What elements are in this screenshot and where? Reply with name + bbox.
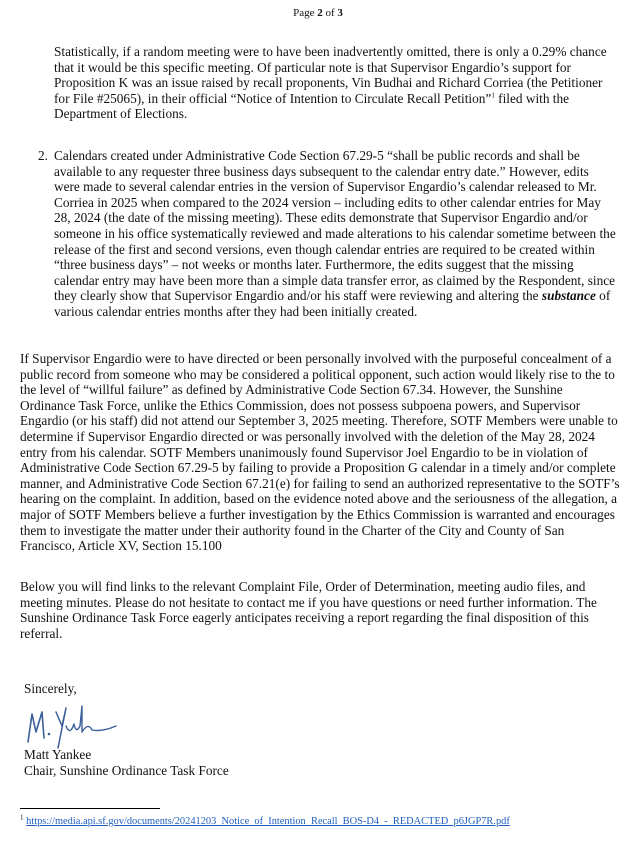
- page-of: of: [322, 7, 338, 19]
- footnote-divider: [20, 808, 160, 809]
- signer-name: Matt Yankee: [24, 747, 92, 762]
- statistics-text-end: filed with the Department of Elections.: [54, 90, 570, 122]
- statistics-paragraph: [54, 44, 614, 122]
- list-text-body: Calendars created under Administrative Code Section 67.29-5 “shall be public records and shall be available to any requester three business days subsequent to the calendar entry date.” However, edits were made to several calendar entries in the version of Supervisor Engardio’s calendar released to Mr. Corriea in 2025 when compared to the 2024 version – including edits to other calendar entries for May 28, 2024 (the date of the missing meeting). These edits demonstrate that Supervisor Engardio and/or someone in his office systematically reviewed and made alterations to his calendar sometime between the release of the first and second versions, even though calendar entries are required to be created within “three business days” – not weeks or months later. Furthermore, the edits suggest that the missing calendar entry may have been more than a simple data transfer error, as claimed by the Respondent, since they clearly show that Supervisor Engardio and/or his staff were reviewing and altering the: [54, 148, 616, 304]
- conclusion-paragraph: If Supervisor Engardio were to have directed or been personally involved with the purposeful concealment of a public record from someone who may be considered a political opponent, such action would likely rise to the to the level of “willful failure” as defined by Administrative Code Section 67.34. However, the Sunshine Ordinance Task Force, unlike the Ethics Commission, does not possess subpoena powers, and Supervisor Engardio (or his staff) did not attend our September 3, 2025 meeting. Therefore, SOTF Members were unable to determine if Supervisor Engardio directed or was personally involved with the deletion of the May 28, 2024 entry from his calendar. SOTF Members unanimously found Supervisor Joel Engardio to be in violation of Administrative Code Section 67.29-5 by failing to provide a Proposition G calendar in a timely and/or complete manner, and Administrative Code Section 67.21(e) for failing to send an authorized representative to the SOTF’s hearing on the complaint. In addition, based on the evidence noted above and the seriousness of the allegation, a major of SOTF Members believe a further investigation by the Ethics Commission is warranted and encourages them to investigate the matter under their authority found in the Charter of the City and County of San Francisco, Article XV, Section 15.100: [20, 351, 620, 554]
- page-number-header: [0, 7, 636, 20]
- emphasis-substance: substance: [541, 288, 596, 304]
- footnote-1: [20, 813, 510, 828]
- footnote-link[interactable]: https://media.api.sf.gov/documents/20241203_Notice_of_Intention_Recall_BOS-D4_-_REDACTED_p6JGP7R.pdf: [26, 816, 510, 827]
- list-item-text: [54, 148, 616, 320]
- links-paragraph: Below you will find links to the relevant Complaint File, Order of Determination, meeting audio files, and meeting minutes. Please do not hesitate to contact me if you have questions or need further information. The Sunshine Ordinance Task Force eagerly anticipates receiving a report regarding the final disposition of this referral.: [20, 579, 597, 641]
- page-current: 2: [317, 7, 323, 19]
- signer-block: [24, 747, 229, 778]
- footnote-number: 1: [20, 813, 24, 822]
- list-text-end: of various calendar entries months after they had been initially created.: [54, 288, 611, 319]
- closing-salutation: Sincerely,: [24, 681, 77, 696]
- statistics-text: Statistically, if a random meeting were to have been inadvertently omitted, there is only a 0.29% chance that it would be this specific meeting. Of particular note is that Supervisor Engardio’s support for Proposition K was an issue raised by recall proponents, Vin Budhai and Richard Corriea (the Petitioner for File #25065), in their official “Notice of Intention to Circulate Recall Petition”: [54, 44, 607, 106]
- page-prefix: Page: [293, 7, 318, 19]
- signature-icon: [22, 702, 122, 750]
- signer-title: Chair, Sunshine Ordinance Task Force: [24, 762, 229, 778]
- footnote-reference[interactable]: 1: [491, 91, 495, 100]
- list-number: 2.: [38, 148, 48, 163]
- page-total: 3: [337, 7, 343, 19]
